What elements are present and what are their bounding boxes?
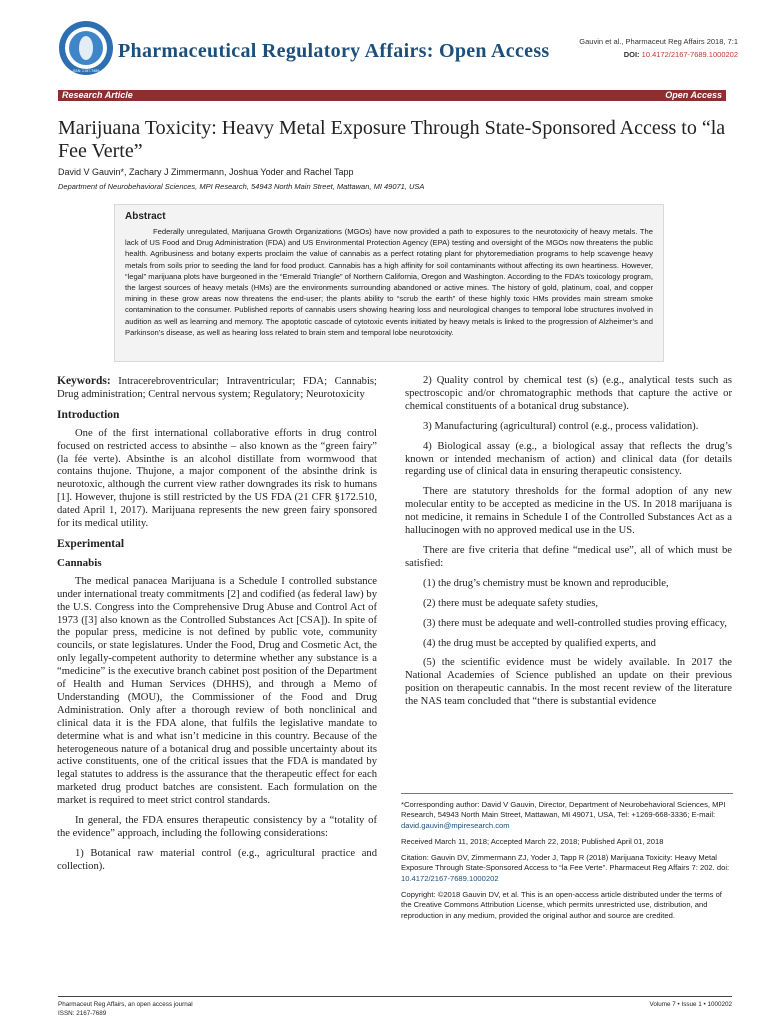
copyright-note: Copyright: ©2018 Gauvin DV, et al. This is an open-access article distributed under the terms of the Creative Commons Attribution License, which permits unrestricted use, distribution, and reproduction in any medium, provided the original author and source are credited. (401, 890, 722, 920)
footnotes (401, 793, 733, 927)
article-type-band (58, 90, 726, 101)
general-text: In general, the FDA ensures therapeutic consistency by a “totality of the evidence” approach, including the following considerations: (57, 815, 377, 839)
doi-link[interactable]: 10.4172/2167-7689.1000202 (641, 50, 738, 59)
list-item-4: 4) Biological assay (e.g., a biological assay that reflects the drug’s known or intended mechanism of action) and clinical data (for details regarding use of clinical data in ensuring therapeutic consistency. (405, 440, 732, 478)
introduction-text: One of the first international collaborative efforts in drug control focused on restricted access to absinthe – also known as the “green fairy” (la fée verte). Absinthe is an alcohol distillate from wormwood that contains thujone. Thujone, a major component of the absinthe drink is neurotoxic, although the current view rather downgrades its risk to humans [1]. However, thujone is still restricted by the US FDA (21 CFR §172.510, dated April 1, 2017). Marijuana represents the new green fairy sponsored for its medical utility. (57, 427, 377, 530)
footer-journal: Pharmaceut Reg Affairs, an open access journal (58, 1001, 193, 1008)
cannabis-heading: Cannabis (57, 556, 102, 569)
criterion-3: (3) there must be adequate and well-controlled studies proving efficacy, (423, 617, 727, 629)
left-column (57, 375, 377, 881)
keywords: Intracerebroventricular; Intraventricular; FDA; Cannabis; Drug administration; Central nervous system; Regulatory; Neurotoxicity (57, 376, 377, 400)
thresholds-text: There are statutory thresholds for the formal adoption of any new molecular entity to be accepted as medicine in the US. In 2018 marijuana is not medicine, it remains in Schedule I of the Controlled Substances Act as a hallucinogen with no approved medical use in the US. (405, 486, 732, 537)
citation-block (579, 35, 738, 61)
received-dates: Received March 11, 2018; Accepted March 22, 2018; Published April 01, 2018 (401, 836, 664, 846)
experimental-heading: Experimental (57, 537, 125, 550)
list-item-1: 1) Botanical raw material control (e.g., agricultural practice and collection). (57, 847, 377, 872)
citation-line: Gauvin et al., Pharmaceut Reg Affairs 2018, 7:1 (579, 37, 738, 46)
research-article-label: Research Article (62, 90, 133, 100)
keywords-label: Keywords: (57, 375, 111, 387)
open-access-label: Open Access (665, 90, 722, 100)
citation-note: Citation: Gauvin DV, Zimmermann ZJ, Yoder J, Tapp R (2018) Marijuana Toxicity: Heavy Metal Exposure Through State-Sponsored Access to “la Fee Verte”. Pharmaceut Reg Affairs 7: 202. doi: (401, 853, 730, 873)
criterion-1: (1) the drug’s chemistry must be known and reproducible, (423, 577, 669, 589)
right-column (405, 375, 732, 716)
cannabis-text: The medical panacea Marijuana is a Schedule I controlled substance under international treaty commitments [2] and codified (as federal law) by the U.S. Congress into the Comprehensive Drug Abuse and Control Act of 1973 ([3] also known as the Controlled Substances Act [CSA]). In spite of the popular press, medicine is not defined by public vote, community councils, or state legislatures. Under the Food, Drug and Cosmetic Act, the only legally-competent authority to determine whether any substance is a “medicine” is the executive branch cabinet post position of the Department of Health and Human Services (DHHS), and through a Memo of Understanding (MOU), the Commissioner of the Food and Drug Administration. Only after a thorough review of both nonclinical and clinical data it is the FDA alone, that fulfils the legislative mandate to determine what is and what isn’t medicine in this country. Because of the heterogeneous nature of a botanical drug and possible uncertainty about its active constituents, one of the critical issues that the FDA is mandated by legal statutes to address is the assurance that the therapeutic effect for each marketed drug product batches are consistent. Each formulation on the market is required to meet strict control standards. (57, 575, 377, 807)
corresponding-author: *Corresponding author: David V Gauvin, Director, Department of Neurobehavioral Sciences, MPI Research, 54943 North Main Street, Mattawan, MI 49071, USA, Tel: +1269-668-3336; E-mail: (401, 800, 726, 820)
article-title: Marijuana Toxicity: Heavy Metal Exposure Through State-Sponsored Access to “la Fee Verte” (58, 117, 726, 162)
footer-volume: Volume 7 • Issue 1 • 1000202 (649, 1001, 732, 1008)
journal-logo (58, 20, 114, 76)
authors: David V Gauvin*, Zachary J Zimmermann, Joshua Yoder and Rachel Tapp (58, 167, 354, 177)
footer-issn: ISSN: 2167-7689 (58, 1009, 107, 1017)
abstract-text: Federally unregulated, Marijuana Growth Organizations (MGOs) have now provided a path to exposures to the neurotoxicity of heavy metals. The lack of US Food and Drug Administration (FDA) and US Environmental Protection Agency (EPA) testing and oversight of the MGOs now threatens the public health. Agribusiness and botany experts proclaim the value of cannabis as a perfect rotating plant for phytoremediation programs to help scavenge heavy metals from soils prior to seeding the land for food product. Cannabis has a high affinity for soil contaminants without affecting its own heartiness. However, “legal” marijuana plots have burgeoned in the “Emerald Triangle” of Northern California, Oregon and Washington. According to the FDA’s toxicology program, the largest sources of heavy metals (HMs) are the environments surrounding abandoned or active mines. The history of gold, platinum, coal, and copper mining in these grow areas now threatens the end-user; the plants ability to “scrub the earth” of these highly toxic HMs provides main stream smoke contamination to the consumer. Published reports of cannabis users showing hearing loss and neurological changes to temporal lobe structures involved in audition as well as learning and memory. The apoptotic cascade of cytotoxic events initiated by heavy metals is linked to the progression of Alzheimer’s and Parkinson’s disease, as well as hearing loss related to brain stem and temporal lobe neurotoxicity. (125, 227, 653, 337)
abstract-box (114, 204, 664, 362)
criteria-intro: There are five criteria that define “medical use”, all of which must be satisfied: (405, 544, 732, 569)
citation-doi-link[interactable]: 10.4172/2167-7689.1000202 (401, 873, 499, 883)
journal-title: Pharmaceutical Regulatory Affairs: Open Access (118, 40, 550, 62)
list-item-2: 2) Quality control by chemical test (s) (e.g., analytical tests such as spectroscopic and/or chromatographic methods that capture the active or chemical constituents of a botanical drug substance). (405, 375, 732, 412)
logo-issn: ISSN: 2167-7689 (72, 69, 100, 73)
affiliation: Department of Neurobehavioral Sciences, MPI Research, 54943 North Main Street, Mattawan, MI 49071, USA (58, 182, 425, 191)
list-item-3: 3) Manufacturing (agricultural) control (e.g., process validation). (423, 420, 699, 432)
criterion-4: (4) the drug must be accepted by qualified experts, and (423, 637, 656, 649)
doi-label: DOI: (623, 50, 640, 59)
abstract-heading: Abstract (125, 211, 166, 222)
criterion-5: (5) the scientific evidence must be widely available. In 2017 the National Academies of Science published an update on their previous position on therapeutic cannabis. In the most recent review of the literature the NAS team concluded that “there is substantial evidence (405, 657, 732, 708)
email-link[interactable]: david.gauvin@mpiresearch.com (401, 820, 510, 830)
page-footer (58, 996, 732, 1018)
introduction-heading: Introduction (57, 408, 120, 421)
criterion-2: (2) there must be adequate safety studies, (423, 597, 599, 609)
